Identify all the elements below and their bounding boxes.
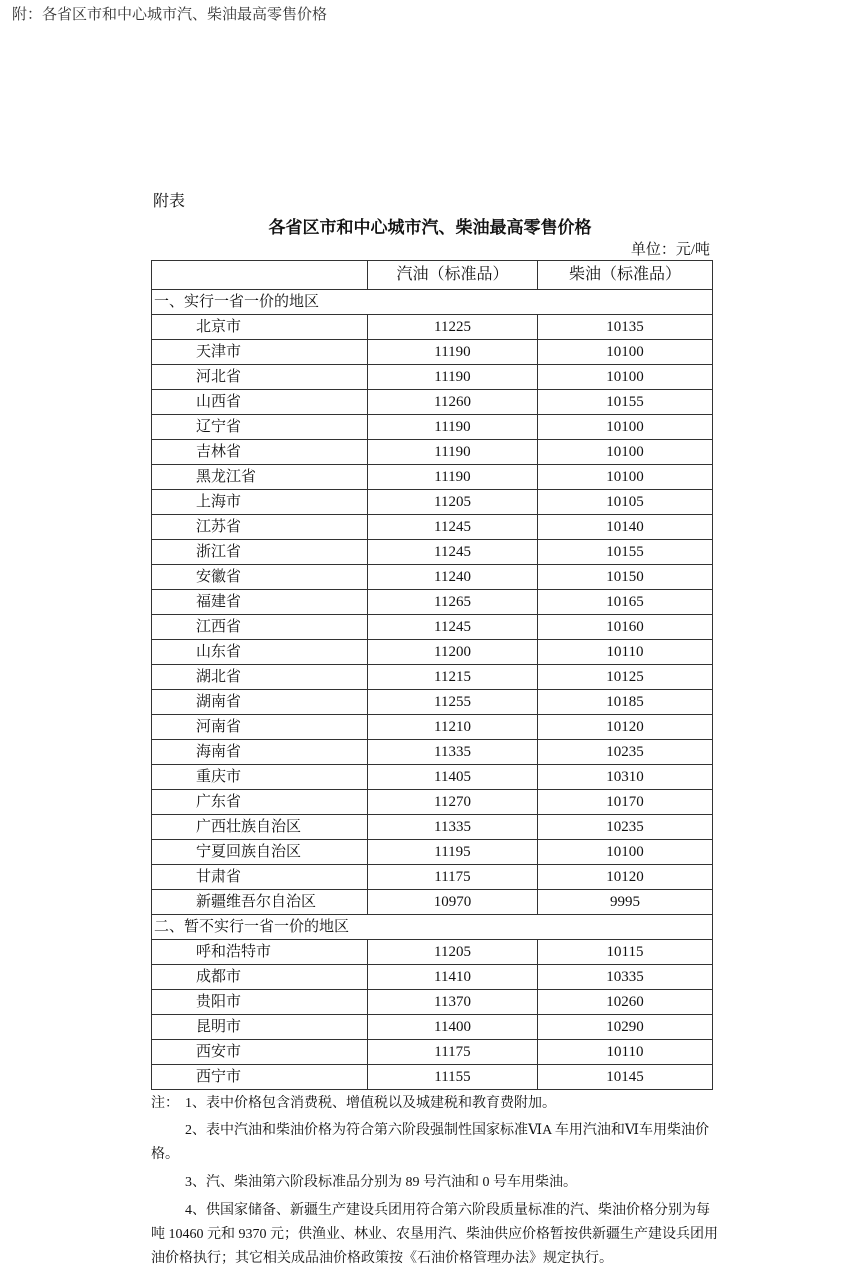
notes-label: 注： — [151, 1096, 179, 1111]
header-gasoline: 汽油（标准品） — [368, 261, 538, 290]
diesel-price: 10150 — [538, 565, 713, 590]
appendix-label: 附表 — [153, 193, 186, 210]
page-caption: 附：各省区市和中心城市汽、柴油最高零售价格 — [12, 6, 328, 23]
table-row — [152, 765, 713, 790]
region-name: 吉林省 — [152, 440, 368, 465]
region-name: 贵阳市 — [152, 990, 368, 1015]
table-row — [152, 840, 713, 865]
gasoline-price: 11190 — [368, 415, 538, 440]
header-diesel: 柴油（标准品） — [538, 261, 713, 290]
gasoline-price: 11410 — [368, 965, 538, 990]
gasoline-price: 11155 — [368, 1065, 538, 1090]
price-table — [151, 260, 713, 1090]
region-name: 江苏省 — [152, 515, 368, 540]
table-row — [152, 615, 713, 640]
section-label: 一、实行一省一价的地区 — [152, 290, 713, 315]
region-name: 上海市 — [152, 490, 368, 515]
notes — [151, 1092, 719, 1275]
table-row — [152, 815, 713, 840]
diesel-price: 10170 — [538, 790, 713, 815]
diesel-price: 10120 — [538, 715, 713, 740]
table-row — [152, 540, 713, 565]
table-row — [152, 465, 713, 490]
gasoline-price: 11195 — [368, 840, 538, 865]
section-header-row — [152, 915, 713, 940]
gasoline-price: 11240 — [368, 565, 538, 590]
diesel-price: 10100 — [538, 440, 713, 465]
gasoline-price: 11400 — [368, 1015, 538, 1040]
table-row — [152, 1065, 713, 1090]
diesel-price: 10110 — [538, 640, 713, 665]
table-header-row — [152, 261, 713, 290]
diesel-price: 10160 — [538, 615, 713, 640]
document-title: 各省区市和中心城市汽、柴油最高零售价格 — [268, 218, 592, 237]
table-row — [152, 315, 713, 340]
gasoline-price: 11190 — [368, 440, 538, 465]
diesel-price: 10185 — [538, 690, 713, 715]
header-name — [152, 261, 368, 290]
table-row — [152, 990, 713, 1015]
diesel-price: 10145 — [538, 1065, 713, 1090]
table-row — [152, 415, 713, 440]
diesel-price: 10235 — [538, 740, 713, 765]
table-row — [152, 440, 713, 465]
table-body — [152, 290, 713, 1090]
table-row — [152, 565, 713, 590]
note-item: 3、汽、柴油第六阶段标准品分别为 89 号汽油和 0 号车用柴油。 — [185, 1175, 577, 1190]
unit-label: 单位：元/吨 — [630, 242, 710, 258]
table-row — [152, 790, 713, 815]
region-name: 河北省 — [152, 365, 368, 390]
table-row — [152, 365, 713, 390]
gasoline-price: 11270 — [368, 790, 538, 815]
gasoline-price: 11335 — [368, 815, 538, 840]
section-header-row — [152, 290, 713, 315]
region-name: 昆明市 — [152, 1015, 368, 1040]
gasoline-price: 11190 — [368, 340, 538, 365]
diesel-price: 10110 — [538, 1040, 713, 1065]
table-row — [152, 665, 713, 690]
table-row — [152, 690, 713, 715]
note-item: 注： 1、表中价格包含消费税、增值税以及城建税和教育费附加。 — [151, 1092, 719, 1116]
diesel-price: 10235 — [538, 815, 713, 840]
region-name: 湖南省 — [152, 690, 368, 715]
gasoline-price: 11215 — [368, 665, 538, 690]
region-name: 甘肃省 — [152, 865, 368, 890]
region-name: 湖北省 — [152, 665, 368, 690]
region-name: 海南省 — [152, 740, 368, 765]
diesel-price: 10125 — [538, 665, 713, 690]
diesel-price: 10165 — [538, 590, 713, 615]
gasoline-price: 11175 — [368, 865, 538, 890]
diesel-price: 10290 — [538, 1015, 713, 1040]
table-row — [152, 515, 713, 540]
region-name: 广东省 — [152, 790, 368, 815]
region-name: 辽宁省 — [152, 415, 368, 440]
region-name: 安徽省 — [152, 565, 368, 590]
region-name: 山东省 — [152, 640, 368, 665]
region-name: 呼和浩特市 — [152, 940, 368, 965]
table-row — [152, 740, 713, 765]
table-row — [152, 640, 713, 665]
diesel-price: 10140 — [538, 515, 713, 540]
diesel-price: 10100 — [538, 365, 713, 390]
region-name: 浙江省 — [152, 540, 368, 565]
table-row — [152, 490, 713, 515]
table-row — [152, 1040, 713, 1065]
table-row — [152, 965, 713, 990]
region-name: 西宁市 — [152, 1065, 368, 1090]
table-row — [152, 865, 713, 890]
gasoline-price: 11225 — [368, 315, 538, 340]
gasoline-price: 11190 — [368, 365, 538, 390]
diesel-price: 10100 — [538, 415, 713, 440]
region-name: 北京市 — [152, 315, 368, 340]
region-name: 江西省 — [152, 615, 368, 640]
table-row — [152, 890, 713, 915]
table-row — [152, 1015, 713, 1040]
diesel-price: 10155 — [538, 390, 713, 415]
diesel-price: 10335 — [538, 965, 713, 990]
region-name: 成都市 — [152, 965, 368, 990]
gasoline-price: 11175 — [368, 1040, 538, 1065]
table-row — [152, 340, 713, 365]
gasoline-price: 11210 — [368, 715, 538, 740]
region-name: 新疆维吾尔自治区 — [152, 890, 368, 915]
gasoline-price: 11260 — [368, 390, 538, 415]
note-item: 2、表中汽油和柴油价格为符合第六阶段强制性国家标准ⅥA 车用汽油和Ⅵ车用柴油价格。 — [151, 1123, 709, 1162]
diesel-price: 10100 — [538, 840, 713, 865]
diesel-price: 10100 — [538, 340, 713, 365]
diesel-price: 10115 — [538, 940, 713, 965]
gasoline-price: 11245 — [368, 615, 538, 640]
gasoline-price: 10970 — [368, 890, 538, 915]
region-name: 重庆市 — [152, 765, 368, 790]
gasoline-price: 11190 — [368, 465, 538, 490]
gasoline-price: 11405 — [368, 765, 538, 790]
table-row — [152, 590, 713, 615]
diesel-price: 10135 — [538, 315, 713, 340]
gasoline-price: 11245 — [368, 540, 538, 565]
diesel-price: 10310 — [538, 765, 713, 790]
section-label: 二、暂不实行一省一价的地区 — [152, 915, 713, 940]
table-row — [152, 940, 713, 965]
region-name: 天津市 — [152, 340, 368, 365]
diesel-price: 9995 — [538, 890, 713, 915]
table-row — [152, 390, 713, 415]
region-name: 广西壮族自治区 — [152, 815, 368, 840]
region-name: 河南省 — [152, 715, 368, 740]
diesel-price: 10155 — [538, 540, 713, 565]
gasoline-price: 11265 — [368, 590, 538, 615]
gasoline-price: 11245 — [368, 515, 538, 540]
diesel-price: 10120 — [538, 865, 713, 890]
gasoline-price: 11205 — [368, 490, 538, 515]
region-name: 福建省 — [152, 590, 368, 615]
gasoline-price: 11370 — [368, 990, 538, 1015]
gasoline-price: 11205 — [368, 940, 538, 965]
diesel-price: 10260 — [538, 990, 713, 1015]
gasoline-price: 11200 — [368, 640, 538, 665]
diesel-price: 10105 — [538, 490, 713, 515]
region-name: 山西省 — [152, 390, 368, 415]
region-name: 黑龙江省 — [152, 465, 368, 490]
gasoline-price: 11335 — [368, 740, 538, 765]
diesel-price: 10100 — [538, 465, 713, 490]
region-name: 宁夏回族自治区 — [152, 840, 368, 865]
gasoline-price: 11255 — [368, 690, 538, 715]
region-name: 西安市 — [152, 1040, 368, 1065]
note-item: 4、供国家储备、新疆生产建设兵团用符合第六阶段质量标准的汽、柴油价格分别为每吨 10460 元和 9370 元；供渔业、林业、农垦用汽、柴油供应价格暂按供新疆生产建设兵团用油价格执行；其它相关成品油价格政策按《石油价格管理办法》规定执行。 — [151, 1203, 718, 1266]
table-row — [152, 715, 713, 740]
